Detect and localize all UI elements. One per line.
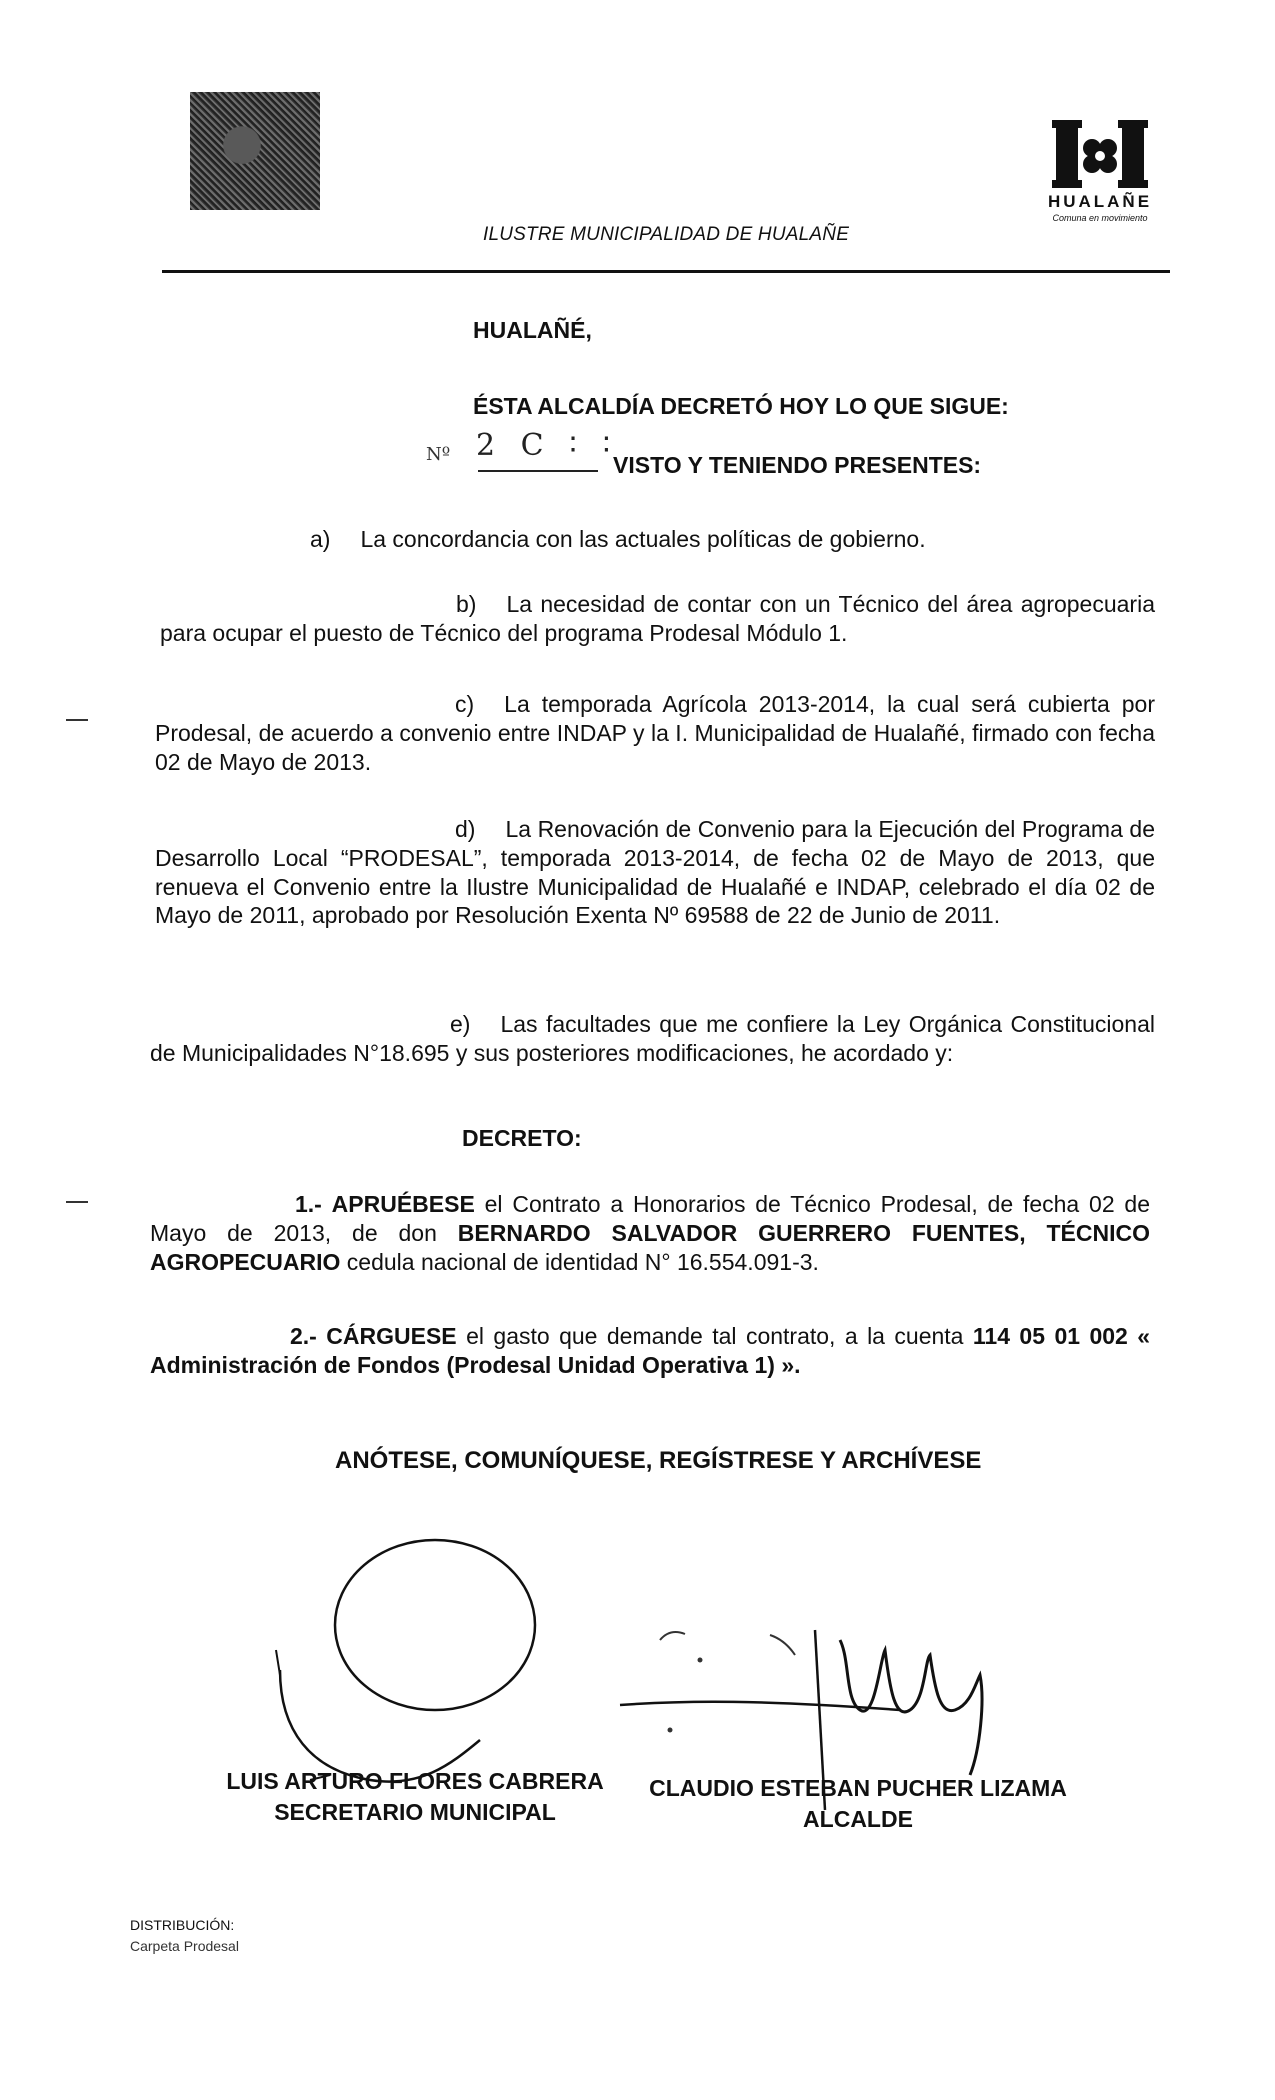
consideration-marker: b) <box>456 591 477 617</box>
signatory-role: SECRETARIO MUNICIPAL <box>274 1799 556 1825</box>
signature-block-secretary <box>225 1768 605 1826</box>
signatory-name: CLAUDIO ESTEBAN PUCHER LIZAMA <box>649 1775 1067 1801</box>
decree-number-handwritten: 2 C ∶ ∶ <box>476 428 619 463</box>
margin-mark <box>66 719 88 721</box>
item-number: 1.- <box>295 1191 322 1217</box>
municipal-seal <box>190 92 320 210</box>
distribution-item: Carpeta Prodesal <box>130 1938 239 1954</box>
consideration-b <box>160 590 1155 648</box>
consideration-text: La Renovación de Convenio para la Ejecución del Programa de Desarrollo Local “PRODESAL”, temporada 2013-2014, de fecha 02 de Mayo de 2013, que renueva el Convenio entre la Ilustre Municipalidad de Hualañé e INDAP, celebrado el día 02 de Mayo de 2011, aprobado por Resolución Exenta Nº 69588 de 22 de Junio de 2011. <box>155 816 1155 929</box>
consideration-c <box>155 690 1155 776</box>
city-heading: HUALAÑÉ, <box>473 317 592 343</box>
consideration-marker: a) <box>310 526 331 552</box>
decree-item-1 <box>150 1190 1150 1276</box>
consideration-marker: d) <box>455 816 476 842</box>
hualane-logo <box>1035 118 1165 230</box>
consideration-text: La temporada Agrícola 2013-2014, la cual será cubierta por Prodesal, de acuerdo a convenio entre INDAP y la I. Municipalidad de Hualañé, firmado con fecha 02 de Mayo de 2013. <box>155 691 1155 775</box>
item-text: el Contrato a Honorarios de Técnico Prodesal, de fecha 02 de Mayo de 2013, de don <box>150 1191 1151 1246</box>
municipality-header: ILUSTRE MUNICIPALIDAD DE HUALAÑE <box>483 224 850 245</box>
closing-formula: ANÓTESE, COMUNÍQUESE, REGÍSTRESE Y ARCHÍVESE <box>335 1447 982 1474</box>
consideration-a <box>310 525 1150 554</box>
item-verb: CÁRGUESE <box>326 1323 457 1349</box>
decree-number-label: Nº <box>426 444 451 465</box>
decree-title: DECRETO: <box>462 1125 582 1151</box>
decree-item-2 <box>150 1322 1150 1380</box>
visto-heading: VISTO Y TENIENDO PRESENTES: <box>613 452 982 478</box>
item-verb: APRUÉBESE <box>331 1191 475 1217</box>
signature-block-mayor <box>638 1775 1078 1833</box>
consideration-d <box>155 815 1155 930</box>
header-divider <box>162 270 1170 273</box>
item-text: cedula nacional de identidad N° 16.554.091-3. <box>346 1248 819 1275</box>
distribution-label: DISTRIBUCIÓN: <box>130 1917 235 1933</box>
consideration-text: La necesidad de contar con un Técnico del área agropecuaria para ocupar el puesto de Técnico del programa Prodesal Módulo 1. <box>160 591 1155 646</box>
consideration-marker: e) <box>450 1011 471 1037</box>
consideration-e <box>150 1010 1155 1068</box>
item-text: el gasto que demande tal contrato, a la cuenta <box>466 1323 964 1349</box>
consideration-text: Las facultades que me confiere la Ley Orgánica Constitucional de Municipalidades N°18.695 y sus posteriores modificaciones, he acordado y: <box>150 1011 1155 1066</box>
account-code: 114 05 01 002 « Administración de Fondos (Prodesal Unidad Operativa 1) ». <box>150 1323 1151 1378</box>
consideration-text: La concordancia con las actuales políticas de gobierno. <box>360 526 926 552</box>
decree-declaration: ÉSTA ALCALDÍA DECRETÓ HOY LO QUE SIGUE: <box>473 393 1009 419</box>
logo-tagline: Comuna en movimiento <box>1052 213 1148 223</box>
margin-mark <box>66 1201 88 1203</box>
logo-name: HUALAÑE <box>1047 192 1153 211</box>
consideration-marker: c) <box>455 691 475 717</box>
contractor-name: BERNARDO SALVADOR GUERRERO FUENTES, TÉCNICO AGROPECUARIO <box>150 1219 1150 1275</box>
decree-number-row <box>418 428 1018 478</box>
signatory-role: ALCALDE <box>803 1806 913 1832</box>
item-number: 2.- <box>290 1323 317 1349</box>
decree-number-line <box>478 470 598 472</box>
signatory-name: LUIS ARTURO FLORES CABRERA <box>226 1768 604 1794</box>
hualane-h-icon <box>1052 118 1148 190</box>
